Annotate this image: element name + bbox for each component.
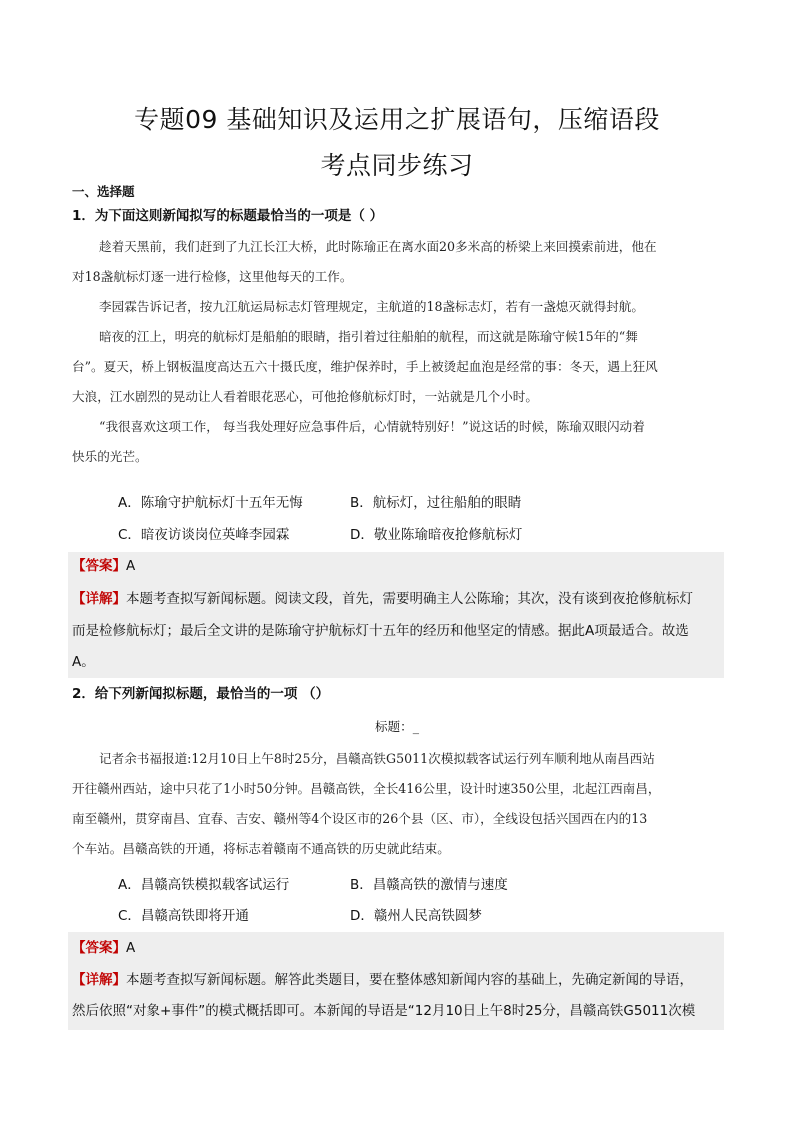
detail-line: 然后依照“对象+事件”的模式概括即可。本新闻的导语是“12月10日上午8时25分，昌赣高铁G5011次模 [72,1003,696,1019]
passage-line: 个车站。昌赣高铁的开通，将标志着赣南不通高铁的历史就此结束。 [72,841,450,856]
headline-prompt: 标题：_ [374,719,420,734]
question-1-option-b: B．航标灯，过往船舶的眼睛 [350,495,522,511]
page-title: 专题09 基础知识及运用之扩展语句，压缩语段 [134,105,660,134]
question-2-passage [72,744,724,864]
answer-tag: 【答案】 [72,940,126,956]
detail-line: 本题考查拟写新闻标题。解答此类题目，要在整体感知新闻内容的基础上，先确定新闻的导语， [126,972,693,988]
section-heading: 一、选择题 [72,184,135,199]
question-2-stem: 2．给下列新闻拟标题，最恰当的一项 （） [72,686,330,702]
detail-row [72,589,693,609]
question-2-option-a: A．昌赣高铁模拟载客试运行 [118,877,290,893]
passage-line: 大浪，江水剧烈的晃动让人看着眼花恶心，可他抢修航标灯时，一站就是几个小时。 [72,389,538,404]
question-2-option-d: D．赣州人民高铁圆梦 [350,908,482,924]
page-subtitle: 考点同步练习 [320,151,474,180]
answer-row [72,556,135,576]
detail-line: A。 [72,654,95,670]
passage-line: 南至赣州，贯穿南昌、宜春、吉安、赣州等4个设区市的26个县（区、市），全线设包括兴国西在内的13 [72,811,648,826]
answer-row [72,938,135,958]
detail-row [72,970,693,990]
passage-line: 暗夜的江上，明亮的航标灯是船舶的眼睛，指引着过往船舶的航程，而这就是陈瑜守候15年的“舞 [99,329,638,344]
passage-line: 趁着天黑前，我们赶到了九江长江大桥，此时陈瑜正在离水面20多米高的桥梁上来回摸索前进，他在 [99,239,657,254]
question-2-option-b: B．昌赣高铁的激情与速度 [350,877,508,893]
passage-line: 李园霖告诉记者，按九江航运局标志灯管理规定，主航道的18盏标志灯，若有一盏熄灭就得封航。 [99,299,644,314]
passage-line: “我很喜欢这项工作， 每当我处理好应急事件后，心情就特别好！”说这话的时候，陈瑜双眼闪动着 [99,419,645,434]
answer-value: A [126,558,136,574]
passage-line: 记者余书福报道:12月10日上午8时25分，昌赣高铁G5011次模拟载客试运行列车顺利地从南昌西站 [99,751,655,766]
detail-tag: 【详解】 [72,972,126,988]
question-1-option-c: C．暗夜访谈岗位英峰李园霖 [118,527,290,543]
question-1-stem: 1．为下面这则新闻拟写的标题最恰当的一项是（ ） [72,208,384,224]
question-2-option-c: C．昌赣高铁即将开通 [118,908,249,924]
answer-value: A [126,940,136,956]
question-2-answer-box [68,932,724,1030]
question-1-option-a: A．陈瑜守护航标灯十五年无悔 [118,495,303,511]
passage-line: 对18盏航标灯逐一进行检修，这里他每天的工作。 [72,269,353,284]
detail-tag: 【详解】 [72,591,126,607]
passage-line: 快乐的光芒。 [72,449,148,464]
passage-line: 台”。夏天，桥上钢板温度高达五六十摄氏度，维护保养时，手上被烫起血泡是经常的事：冬天，遇上狂风 [72,359,658,374]
answer-tag: 【答案】 [72,558,126,574]
detail-line: 而是检修航标灯；最后全文讲的是陈瑜守护航标灯十五年的经历和他坚定的情感。据此A项最适合。故选 [72,623,689,639]
passage-line: 开往赣州西站，途中只花了1小时50分钟。昌赣高铁，全长416公里，设计时速350公里，北起江西南昌， [72,781,661,796]
detail-line: 本题考查拟写新闻标题。阅读文段，首先，需要明确主人公陈瑜；其次，没有谈到夜抢修航标灯 [126,591,693,607]
question-1-passage [72,232,724,472]
question-1-option-d: D．敬业陈瑜暗夜抢修航标灯 [350,527,523,543]
question-1-answer-box [68,552,724,678]
